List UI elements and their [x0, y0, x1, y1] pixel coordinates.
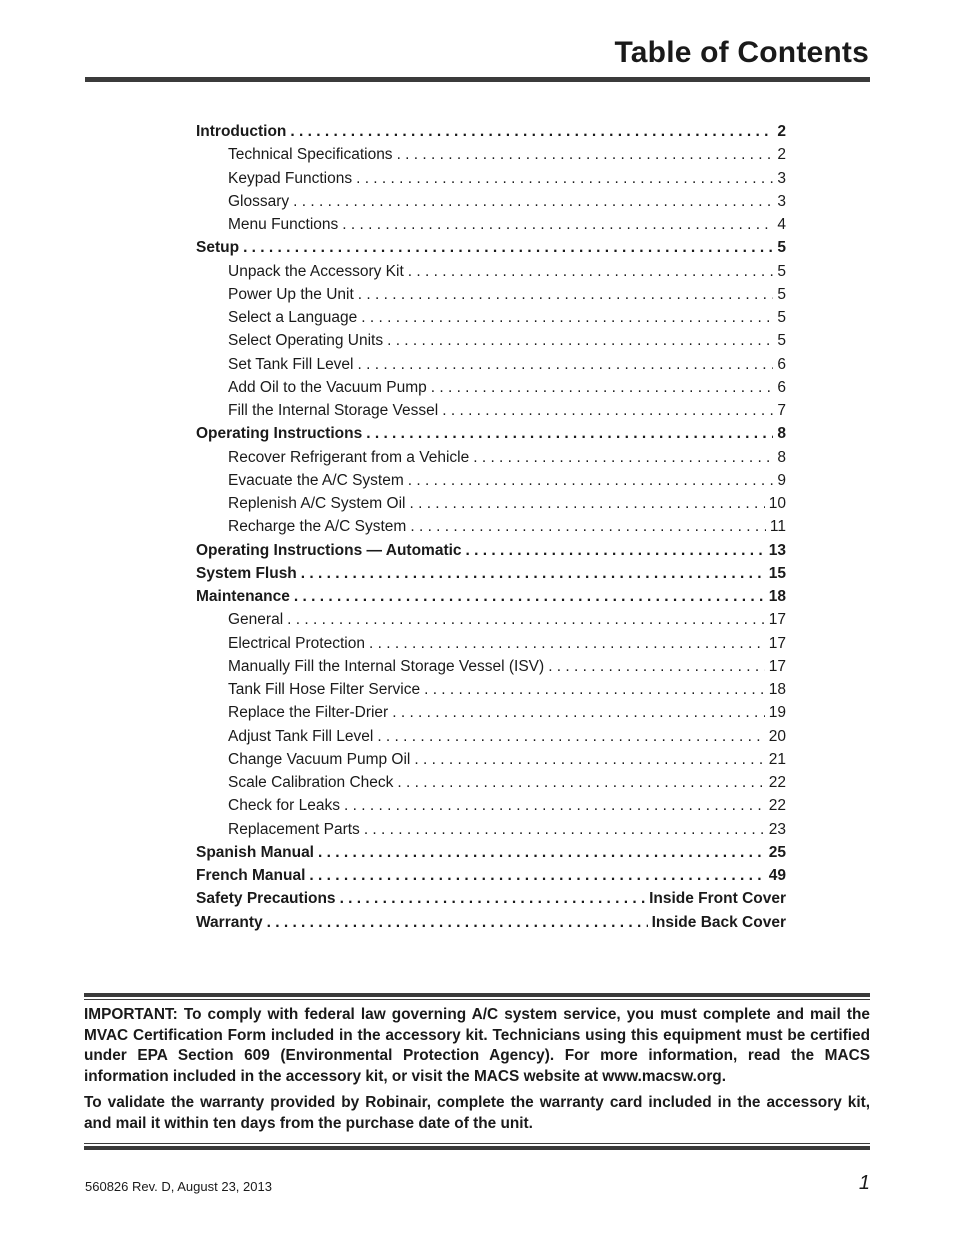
table-of-contents: [196, 123, 786, 937]
toc-entry-title: Replenish A/C System Oil: [228, 495, 406, 512]
document-revision: 560826 Rev. D, August 23, 2013: [85, 1179, 272, 1194]
toc-entry-page: Inside Front Cover: [649, 890, 786, 908]
toc-entry-page: 4: [777, 216, 786, 233]
toc-entry: [196, 867, 786, 890]
toc-dot-leader: [318, 844, 765, 862]
toc-entry-page: 22: [768, 797, 786, 815]
toc-dot-leader: [267, 914, 648, 932]
toc-entry: [196, 123, 786, 146]
toc-entry-page: 5: [777, 332, 786, 350]
toc-dot-leader: [243, 239, 773, 257]
toc-entry-title: Recharge the A/C System: [228, 518, 407, 536]
toc-entry: [196, 332, 786, 355]
toc-entry-page: 10: [768, 495, 786, 512]
toc-entry: [196, 890, 786, 913]
toc-entry-page: 18: [768, 588, 786, 605]
toc-entry-title: Adjust Tank Fill Level: [228, 727, 374, 745]
toc-entry-title: Spanish Manual: [196, 843, 314, 861]
toc-dot-leader: [548, 658, 765, 676]
toc-entry-page: 17: [768, 611, 786, 629]
toc-entry-title: Power Up the Unit: [228, 285, 354, 303]
toc-entry: [196, 379, 786, 402]
toc-entry: [196, 588, 786, 611]
notice-divider-bottom: [84, 1146, 870, 1150]
toc-dot-leader: [473, 449, 773, 467]
toc-entry-page: 25: [768, 843, 786, 861]
toc-entry-page: 5: [777, 239, 786, 257]
toc-dot-leader: [309, 867, 764, 885]
toc-entry: [196, 821, 786, 844]
toc-entry-page: 13: [768, 541, 786, 559]
toc-entry: [196, 449, 786, 472]
toc-entry-page: 5: [777, 309, 786, 326]
toc-dot-leader: [358, 356, 774, 374]
toc-entry-title: Replace the Filter-Drier: [228, 704, 389, 722]
toc-entry-title: Add Oil to the Vacuum Pump: [228, 378, 427, 396]
toc-dot-leader: [366, 425, 773, 443]
toc-entry-title: Unpack the Accessory Kit: [228, 262, 404, 280]
toc-entry-page: 8: [777, 425, 786, 443]
toc-entry: [196, 518, 786, 541]
toc-entry-page: 3: [777, 192, 786, 210]
page-title: Table of Contents: [614, 36, 869, 69]
toc-dot-leader: [340, 890, 646, 908]
toc-dot-leader: [466, 542, 765, 560]
toc-entry-page: 23: [768, 820, 786, 838]
toc-dot-leader: [344, 797, 765, 815]
toc-dot-leader: [408, 263, 774, 281]
toc-dot-leader: [356, 170, 773, 188]
toc-entry: [196, 216, 786, 239]
toc-entry-title: Scale Calibration Check: [228, 774, 394, 791]
toc-dot-leader: [410, 518, 766, 536]
toc-entry-page: 11: [769, 518, 786, 536]
toc-entry-title: Menu Functions: [228, 216, 339, 233]
toc-entry-title: Tank Fill Hose Filter Service: [228, 681, 421, 698]
toc-dot-leader: [361, 309, 773, 327]
toc-dot-leader: [364, 821, 765, 839]
toc-entry-title: Operating Instructions — Automatic: [196, 541, 462, 559]
toc-entry-page: 2: [777, 123, 786, 140]
toc-entry-page: 49: [768, 867, 786, 884]
toc-entry: [196, 565, 786, 588]
toc-dot-leader: [397, 146, 774, 164]
toc-entry-page: 6: [777, 355, 786, 373]
toc-entry: [196, 728, 786, 751]
toc-entry: [196, 611, 786, 634]
toc-entry-title: Set Tank Fill Level: [228, 355, 354, 373]
toc-entry-title: Check for Leaks: [228, 797, 340, 815]
toc-entry-page: 5: [777, 285, 786, 303]
toc-entry: [196, 914, 786, 937]
toc-entry: [196, 797, 786, 820]
toc-entry-title: Operating Instructions: [196, 425, 363, 443]
toc-entry-page: 22: [768, 774, 786, 791]
toc-entry: [196, 472, 786, 495]
toc-entry-title: Keypad Functions: [228, 169, 353, 187]
toc-entry: [196, 635, 786, 658]
toc-entry-page: 15: [768, 564, 786, 582]
toc-entry-title: Safety Precautions: [196, 890, 336, 908]
toc-entry: [196, 402, 786, 425]
toc-dot-leader: [408, 472, 774, 490]
toc-dot-leader: [377, 728, 764, 746]
notice-paragraph-certification: IMPORTANT: To comply with federal law governing A/C system service, you must complete and mail the MVAC Certification Form included in the accessory kit. Technicians using this equipment must be certified under EPA Section 609 (Environmental Protection Agency). For more information, read the MACS information included in the accessory kit, or visit the MACS website at www.macsw.org.: [84, 1006, 870, 1085]
toc-dot-leader: [397, 774, 764, 792]
toc-entry-page: Inside Back Cover: [651, 913, 786, 931]
toc-entry-title: Manually Fill the Internal Storage Vessel (ISV): [228, 657, 545, 675]
toc-entry: [196, 239, 786, 262]
toc-entry-title: French Manual: [196, 867, 306, 884]
toc-entry-page: 2: [777, 146, 786, 164]
toc-dot-leader: [294, 588, 765, 606]
toc-dot-leader: [424, 681, 765, 699]
toc-entry-title: Warranty: [196, 913, 263, 931]
toc-entry-title: Recover Refrigerant from a Vehicle: [228, 448, 470, 466]
toc-entry: [196, 844, 786, 867]
toc-entry-title: Replacement Parts: [228, 820, 360, 838]
toc-entry-page: 5: [777, 262, 786, 280]
notice-divider-top-thin: [84, 999, 870, 1000]
toc-dot-leader: [290, 123, 773, 141]
toc-entry-page: 20: [768, 727, 786, 745]
toc-entry-page: 17: [768, 657, 786, 675]
toc-entry-title: Maintenance: [196, 588, 290, 605]
important-notice: [84, 1005, 870, 1140]
toc-dot-leader: [414, 751, 764, 769]
toc-entry: [196, 774, 786, 797]
toc-dot-leader: [442, 402, 773, 420]
toc-entry-page: 6: [777, 378, 786, 396]
toc-entry: [196, 263, 786, 286]
toc-entry-title: Introduction: [196, 123, 287, 140]
notice-divider-top: [84, 993, 870, 997]
toc-entry-title: System Flush: [196, 564, 297, 582]
toc-entry-page: 18: [768, 681, 786, 698]
toc-dot-leader: [342, 216, 773, 234]
toc-dot-leader: [293, 193, 773, 211]
toc-entry: [196, 425, 786, 448]
toc-entry-title: Setup: [196, 239, 240, 257]
toc-dot-leader: [387, 332, 773, 350]
title-divider: [85, 77, 870, 82]
toc-entry: [196, 309, 786, 332]
toc-entry: [196, 286, 786, 309]
toc-entry: [196, 658, 786, 681]
page-number: 1: [858, 1172, 870, 1194]
notice-divider-bottom-thin: [84, 1143, 870, 1144]
toc-entry-title: General: [228, 611, 284, 629]
toc-dot-leader: [431, 379, 774, 397]
toc-entry-title: Evacuate the A/C System: [228, 471, 404, 489]
toc-dot-leader: [287, 611, 765, 629]
toc-entry-title: Electrical Protection: [228, 634, 365, 652]
toc-entry: [196, 170, 786, 193]
toc-dot-leader: [392, 704, 765, 722]
toc-entry: [196, 542, 786, 565]
toc-entry-page: 3: [777, 169, 786, 187]
toc-entry: [196, 193, 786, 216]
toc-entry-title: Glossary: [228, 192, 290, 210]
toc-entry: [196, 751, 786, 774]
toc-entry: [196, 704, 786, 727]
toc-entry: [196, 681, 786, 704]
toc-entry: [196, 356, 786, 379]
toc-entry-title: Technical Specifications: [228, 146, 393, 164]
toc-entry-title: Select Operating Units: [228, 332, 384, 350]
toc-entry-page: 17: [768, 634, 786, 652]
toc-dot-leader: [369, 635, 765, 653]
notice-paragraph-warranty: To validate the warranty provided by Robinair, complete the warranty card included in the accessory kit, and mail it within ten days from the purchase date of the unit.: [84, 1094, 870, 1132]
toc-entry-title: Fill the Internal Storage Vessel: [228, 402, 439, 419]
toc-entry-title: Select a Language: [228, 309, 358, 326]
toc-entry: [196, 146, 786, 169]
toc-entry-page: 9: [777, 471, 786, 489]
toc-entry-title: Change Vacuum Pump Oil: [228, 750, 411, 768]
toc-dot-leader: [301, 565, 765, 583]
toc-entry-page: 8: [777, 448, 786, 466]
toc-dot-leader: [409, 495, 764, 513]
toc-entry-page: 21: [768, 750, 786, 768]
toc-entry-page: 19: [768, 704, 786, 722]
toc-entry: [196, 495, 786, 518]
toc-entry-page: 7: [777, 402, 786, 419]
toc-dot-leader: [358, 286, 774, 304]
